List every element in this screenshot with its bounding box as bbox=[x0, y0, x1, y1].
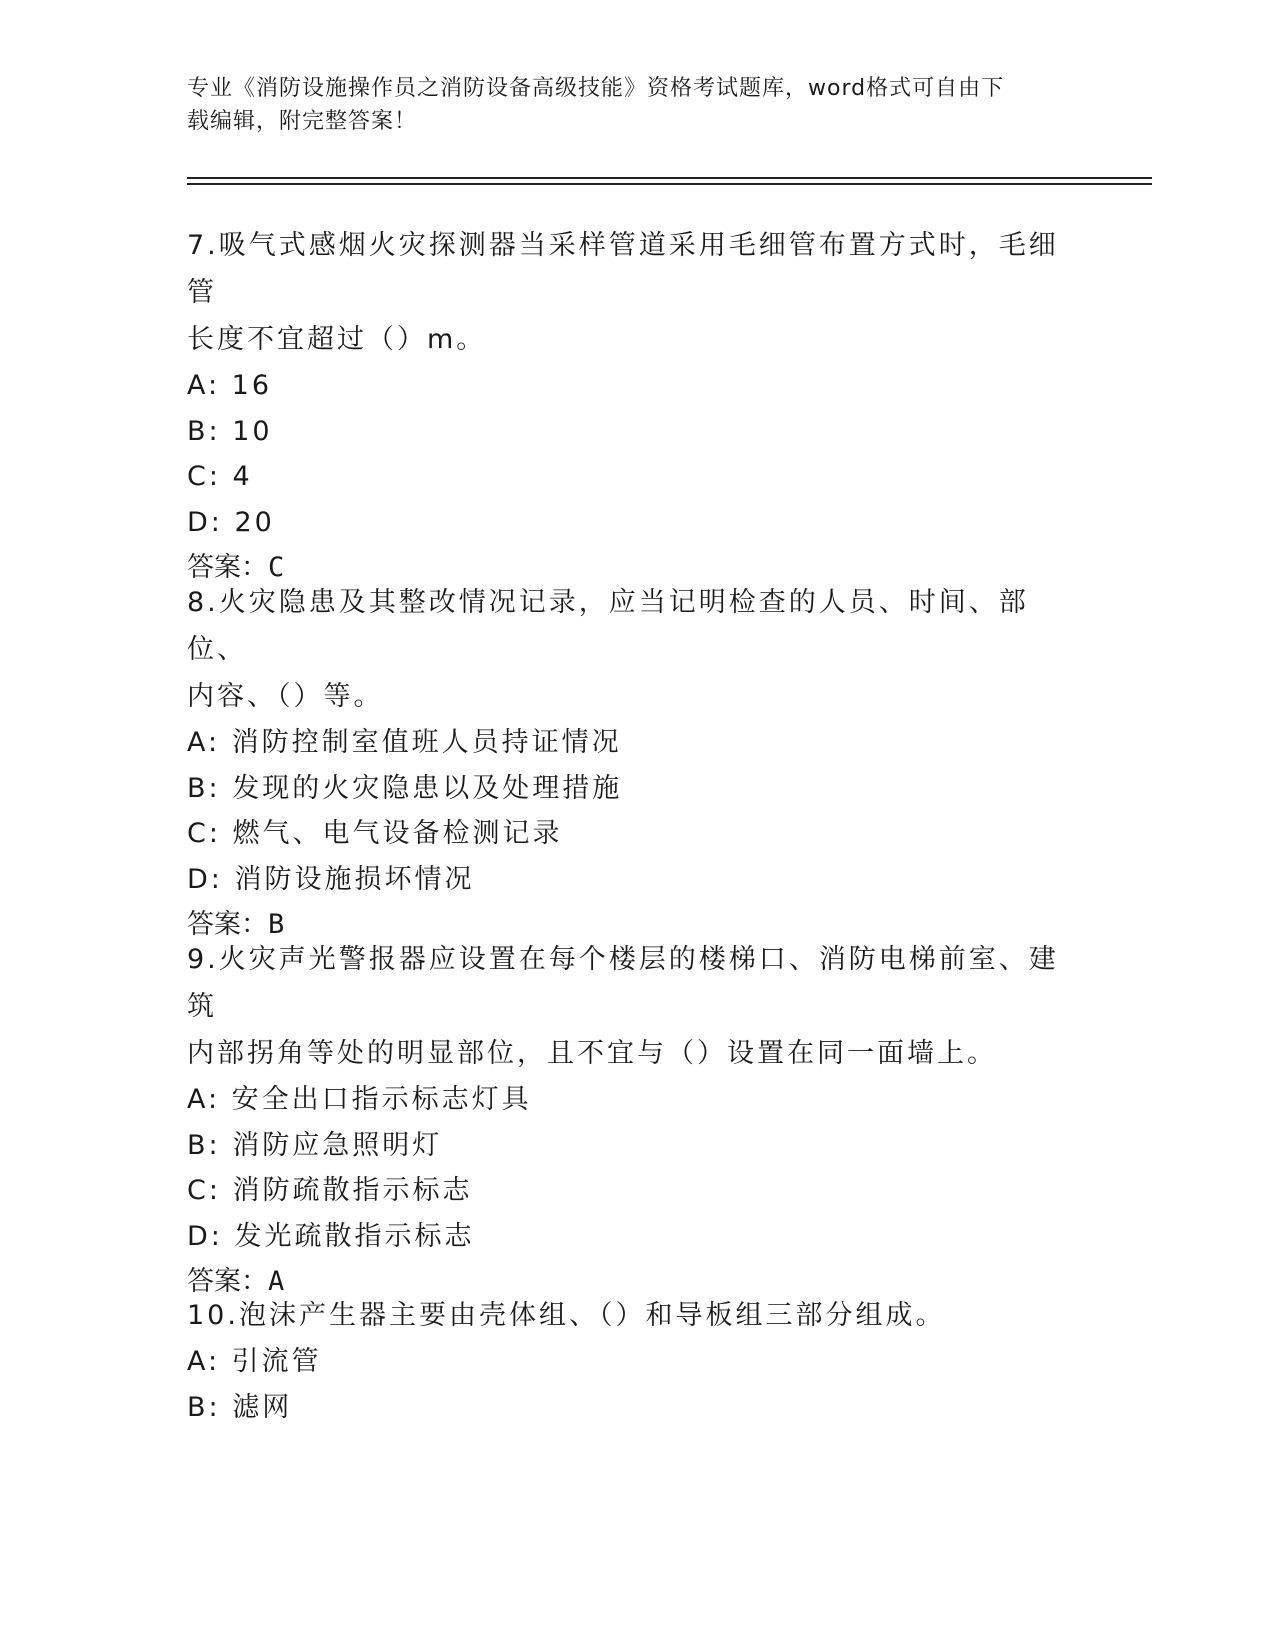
question-7 bbox=[187, 222, 1067, 590]
question-stem-line: 8.火灾隐患及其整改情况记录，应当记明检查的人员、时间、部位、 bbox=[187, 587, 1029, 665]
option-c: C: 4 bbox=[187, 461, 253, 492]
option-c: C: 消防疏散指示标志 bbox=[187, 1175, 473, 1206]
header-divider-bottom bbox=[187, 183, 1152, 185]
document-header bbox=[187, 72, 1067, 138]
header-line-2: 载编辑，附完整答案！ bbox=[187, 109, 418, 134]
question-stem bbox=[187, 579, 1067, 720]
question-stem-line: 7.吸气式感烟火灾探测器当采样管道采用毛细管布置方式时，毛细管 bbox=[187, 230, 1059, 308]
option-b: B: 发现的火灾隐患以及处理措施 bbox=[187, 772, 623, 804]
option-c: C: 燃气、电气设备检测记录 bbox=[187, 818, 563, 849]
question-stem-line: 内容、（）等。 bbox=[187, 681, 384, 712]
option-b: B: 10 bbox=[187, 415, 273, 447]
question-stem bbox=[187, 222, 1067, 363]
option-a: A: 安全出口指示标志灯具 bbox=[187, 1084, 532, 1115]
option-b: B: 滤网 bbox=[187, 1391, 293, 1423]
option-d: D: 20 bbox=[187, 506, 275, 538]
header-divider-top bbox=[187, 177, 1152, 179]
option-d: D: 消防设施损坏情况 bbox=[187, 863, 475, 895]
question-8 bbox=[187, 579, 1067, 947]
option-a: A: 消防控制室值班人员持证情况 bbox=[187, 727, 622, 758]
question-stem-line: 9.火灾声光警报器应设置在每个楼层的楼梯口、消防电梯前室、建筑 bbox=[187, 944, 1059, 1022]
question-stem bbox=[187, 1292, 1067, 1339]
header-line-1: 专业《消防设施操作员之消防设备高级技能》资格考试题库，word格式可自由下 bbox=[187, 76, 1005, 101]
answer: 答案：A bbox=[187, 1266, 285, 1297]
answer: 答案：C bbox=[187, 552, 285, 583]
question-9 bbox=[187, 936, 1067, 1304]
option-a: A: 16 bbox=[187, 370, 273, 401]
option-d: D: 发光疏散指示标志 bbox=[187, 1220, 475, 1252]
question-10 bbox=[187, 1292, 1067, 1430]
question-stem bbox=[187, 936, 1067, 1077]
question-stem-line: 长度不宜超过（）m。 bbox=[187, 324, 487, 355]
option-b: B: 消防应急照明灯 bbox=[187, 1129, 443, 1161]
question-stem-line: 10.泡沫产生器主要由壳体组、（）和导板组三部分组成。 bbox=[187, 1300, 946, 1331]
question-stem-line: 内部拐角等处的明显部位，且不宜与（）设置在同一面墙上。 bbox=[187, 1038, 997, 1069]
option-a: A: 引流管 bbox=[187, 1346, 322, 1377]
answer: 答案：B bbox=[187, 909, 285, 940]
